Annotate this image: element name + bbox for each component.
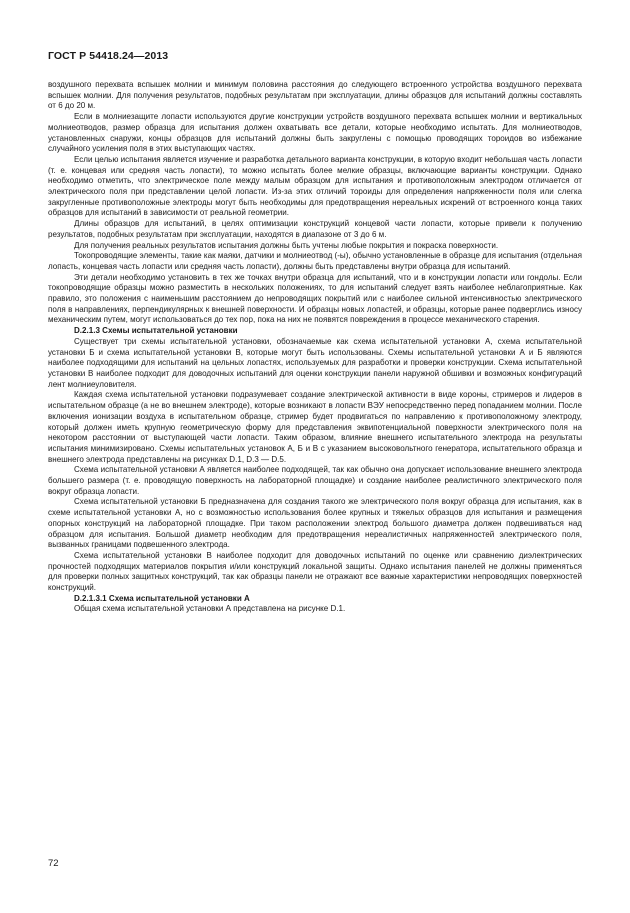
paragraph: Если в молниезащите лопасти используются другие конструкции устройств воздушного перехвата вспышек молнии и вертикальных молниеотводов, размер образца для испытания должен охватывать все детали, которые необходимо испытать. Для молниеотводов, установленных снаружи, концы образцов для испытаний должны быть закруглены с помощью проводящих тороидов во избежание случайного усиления поля в этих выступающих частях.	[48, 112, 582, 154]
paragraph: Токопроводящие элементы, такие как маяки, датчики и молниеотвод (-ы), обычно установленные в образце для испытания (отдельная лопасть, концевая часть лопасти или средняя часть лопасти), должны быть представлены внутри образца для испытаний.	[48, 251, 582, 271]
document-body	[48, 80, 582, 615]
paragraph: Схема испытательной установки А является наиболее подходящей, так как обычно она допускает использование внешнего электрода большего размера (т. е. проводящую поверхность на лабораторной площадке) и создание наиболее реалистичного электрического поля вокруг образца лопасти.	[48, 465, 582, 496]
section-heading-d2131: D.2.1.3.1 Схема испытательной установки А	[74, 593, 250, 603]
page-number: 72	[48, 858, 59, 869]
paragraph: Схема испытательной установки Б предназначена для создания такого же электрического поля вокруг образца для испытания, как в схеме испытательной установки А, но с возможностью использования более крупных и тяжелых образцов для испытания и размещения опорных конструкций на лабораторной площадке. При таком расположении электрод большого диаметра должен подвешиваться над образцом для испытания. Большой диаметр необходим для предотвращения нереалистичных напряженностей электрического поля, вызванных границами подвешенного электрода.	[48, 497, 582, 550]
paragraph: воздушного перехвата вспышек молнии и минимум половина расстояния до следующего встроенного устройства воздушного перехвата вспышек молнии. Для получения результатов, подобных результатам при эксплуатации, длины образцов для испытаний должны составлять от 6 до 20 м.	[48, 80, 582, 111]
paragraph: Если целью испытания является изучение и разработка детального варианта конструкции, в которую входит небольшая часть лопасти (т. е. концевая или средняя часть лопасти), то можно испытать более мелкие образцы, включающие варианты конструкции. Однако необходимо отметить, что электрическое поле между малым образцом для испытания и противоположным электродом отличается от электрического поля при представлении целой лопасти. Из-за этих отличий тороиды для определения напряженности поля или слегка закругленные противоположные электроды могут быть необходимы для предотвращения нереальных искрений от встроенного конца таких образцов для испытаний в зависимости от реальной геометрии.	[48, 154, 582, 218]
paragraph: Каждая схема испытательной установки подразумевает создание электрической активности в виде короны, стримеров и лидеров в испытательном образце (а не во внешнем электроде), которые возникают в лопасти ВЭУ непосредственно перед попаданием молнии. После включения ионизации воздуха в испытательном образце, стример будет продвигаться по направлению к противоположному электроду, который должен иметь крупную геометрическую форму для представления эквипотенциальной поверхности электрического поля на некотором расстоянии от выступающей части лопасти. Таким образом, влияние внешнего испытательного электрода на результаты испытания минимизировано. Схемы испытательных установок А, Б и В с указанием высоковольтного генератора, испытательного образца и внешнего электрода представлены на рисунках D.1, D.3 — D.5.	[48, 390, 582, 464]
paragraph: Общая схема испытательной установки А представлена на рисунке D.1.	[74, 604, 346, 614]
paragraph: Существует три схемы испытательной установки, обозначаемые как схема испытательной установки А, схема испытательной установки Б и схема испытательной установки В, которые могут быть использованы. Схемы испытательной установки А и Б являются наиболее подходящими для испытаний на цельных лопастях, используемых для разработки и проверки конструкции. Схема испытательной установки В наиболее подходит для доводочных испытаний для оценки конструкции панели наружной обшивки и возможных конфигураций лент молниеуловителя.	[48, 336, 582, 389]
paragraph: Эти детали необходимо установить в тех же точках внутри образца для испытаний, что и в конструкции лопасти или гондолы. Если токопроводящие образцы можно разместить в нескольких положениях, то для испытаний следует взять наиболее неблагоприятные. Как правило, это положения с наименьшим расстоянием до непроводящих покрытий или с наиболее сильной интенсивностью электрического поля в направлениях, перпендикулярных к внешней поверхности. И образцы новых лопастей, и образцы, которые ранее подверглись износу механическим путем, могут использоваться до тех пор, пока на них не появятся повреждения в процессе механического старения.	[48, 272, 582, 325]
paragraph: Для получения реальных результатов испытания должны быть учтены любые покрытия и покраска поверхности.	[74, 240, 499, 250]
section-heading-d213: D.2.1.3 Схемы испытательной установки	[74, 326, 238, 336]
document-header: ГОСТ Р 54418.24—2013	[48, 50, 169, 62]
paragraph: Длины образцов для испытаний, в целях оптимизации конструкций концевой части лопасти, которые привели к получению результатов, подобных результатам при эксплуатации, находятся в диапазоне от 3 до 6 м.	[48, 219, 582, 239]
paragraph: Схема испытательной установки В наиболее подходит для доводочных испытаний по оценке или сравнению диэлектрических прочностей подходящих материалов покрытия и/или конструкций локальной защиты. Однако испытания панелей не должны применяться для проверки полных защитных конструкций, так как образцы панели не отражают все важные характеристики непроводящих поверхностей конструкций.	[48, 550, 582, 593]
